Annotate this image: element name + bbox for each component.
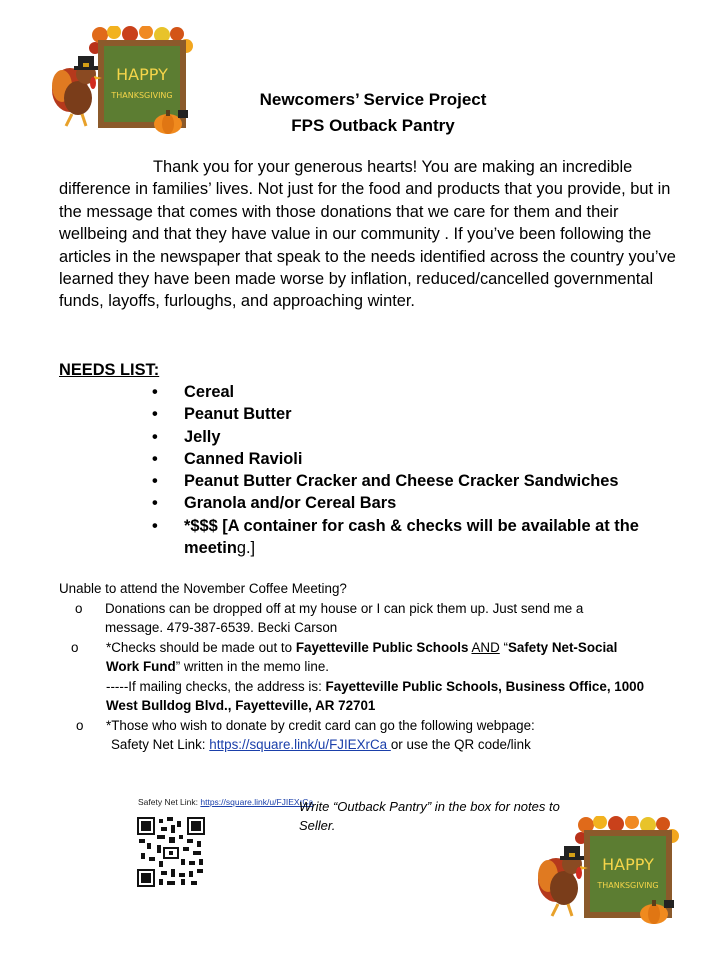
needs-list — [150, 381, 670, 559]
qr-label-link[interactable]: https://square.link/u/FJIEXrCa — [200, 797, 314, 807]
list-item: • Jelly — [152, 427, 221, 446]
turkey-icon — [538, 846, 588, 916]
thanksgiving-text: THANKSGIVING — [111, 91, 173, 100]
seller-note: Write “Outback Pantry” in the box for notes to Seller. — [299, 799, 560, 833]
list-item: • Granola and/or Cereal Bars — [152, 494, 397, 513]
option-credit-card: o *Those who wish to donate by credit card can go the following webpage: Safety Net Link: https://square.link/u/FJIEXrCa or use the QR code/link — [76, 718, 535, 753]
happy-text: HAPPY — [602, 855, 654, 874]
list-item: • Canned Ravioli — [152, 449, 303, 468]
qr-label: Safety Net Link: https://square.link/u/FJIEXrCa — [138, 797, 314, 807]
list-item: • Peanut Butter — [152, 405, 292, 424]
needs-list-heading: NEEDS LIST: — [59, 361, 160, 379]
happy-thanksgiving-clipart-bottom — [534, 816, 679, 928]
option-checks: o *Checks should be made out to Fayetteville Public Schools AND “Safety Net-Social Work Fund” written in the memo line. -----If mailing checks, the address is: Fayetteville Public Schools, Business Office, 1000 West Bulldog Blvd., Fayetteville, AR 72701 — [71, 640, 645, 714]
unable-heading: Unable to attend the November Coffee Meeting? — [59, 581, 347, 596]
list-item: • Cereal — [152, 383, 235, 401]
happy-text: HAPPY — [116, 65, 168, 84]
qr-code[interactable] — [137, 817, 205, 887]
intro-paragraph — [59, 156, 679, 313]
safety-net-link[interactable]: https://square.link/u/FJIEXrCa — [209, 737, 391, 753]
list-item-cash: • *$$$ [A container for cash & checks will be available at the meeting.] — [152, 516, 639, 558]
intro-text: Thank you for your generous hearts! You are making an incredible difference in families’ lives. Not just for the food and products that you provide, but in the message that comes with those donations that we care for them and their wellbeing and that they have value in our community . If you’ve been following the articles in the newspaper that speak to the needs identified across the country you’ve learned they have been made worse by inflation, reduced/cancelled governmental funds, layoffs, furloughs, and approaching winter. — [59, 158, 676, 311]
option-dropoff: o Donations can be dropped off at my house or I can pick them up. Just send me a message. 479-387-6539. Becki Carson — [75, 601, 584, 636]
page-title: Newcomers’ Service Project — [259, 90, 487, 109]
thanksgiving-text: THANKSGIVING — [597, 881, 659, 890]
list-item: • Peanut Butter Cracker and Cheese Cracker Sandwiches — [152, 472, 619, 491]
page-subtitle: FPS Outback Pantry — [291, 116, 455, 135]
